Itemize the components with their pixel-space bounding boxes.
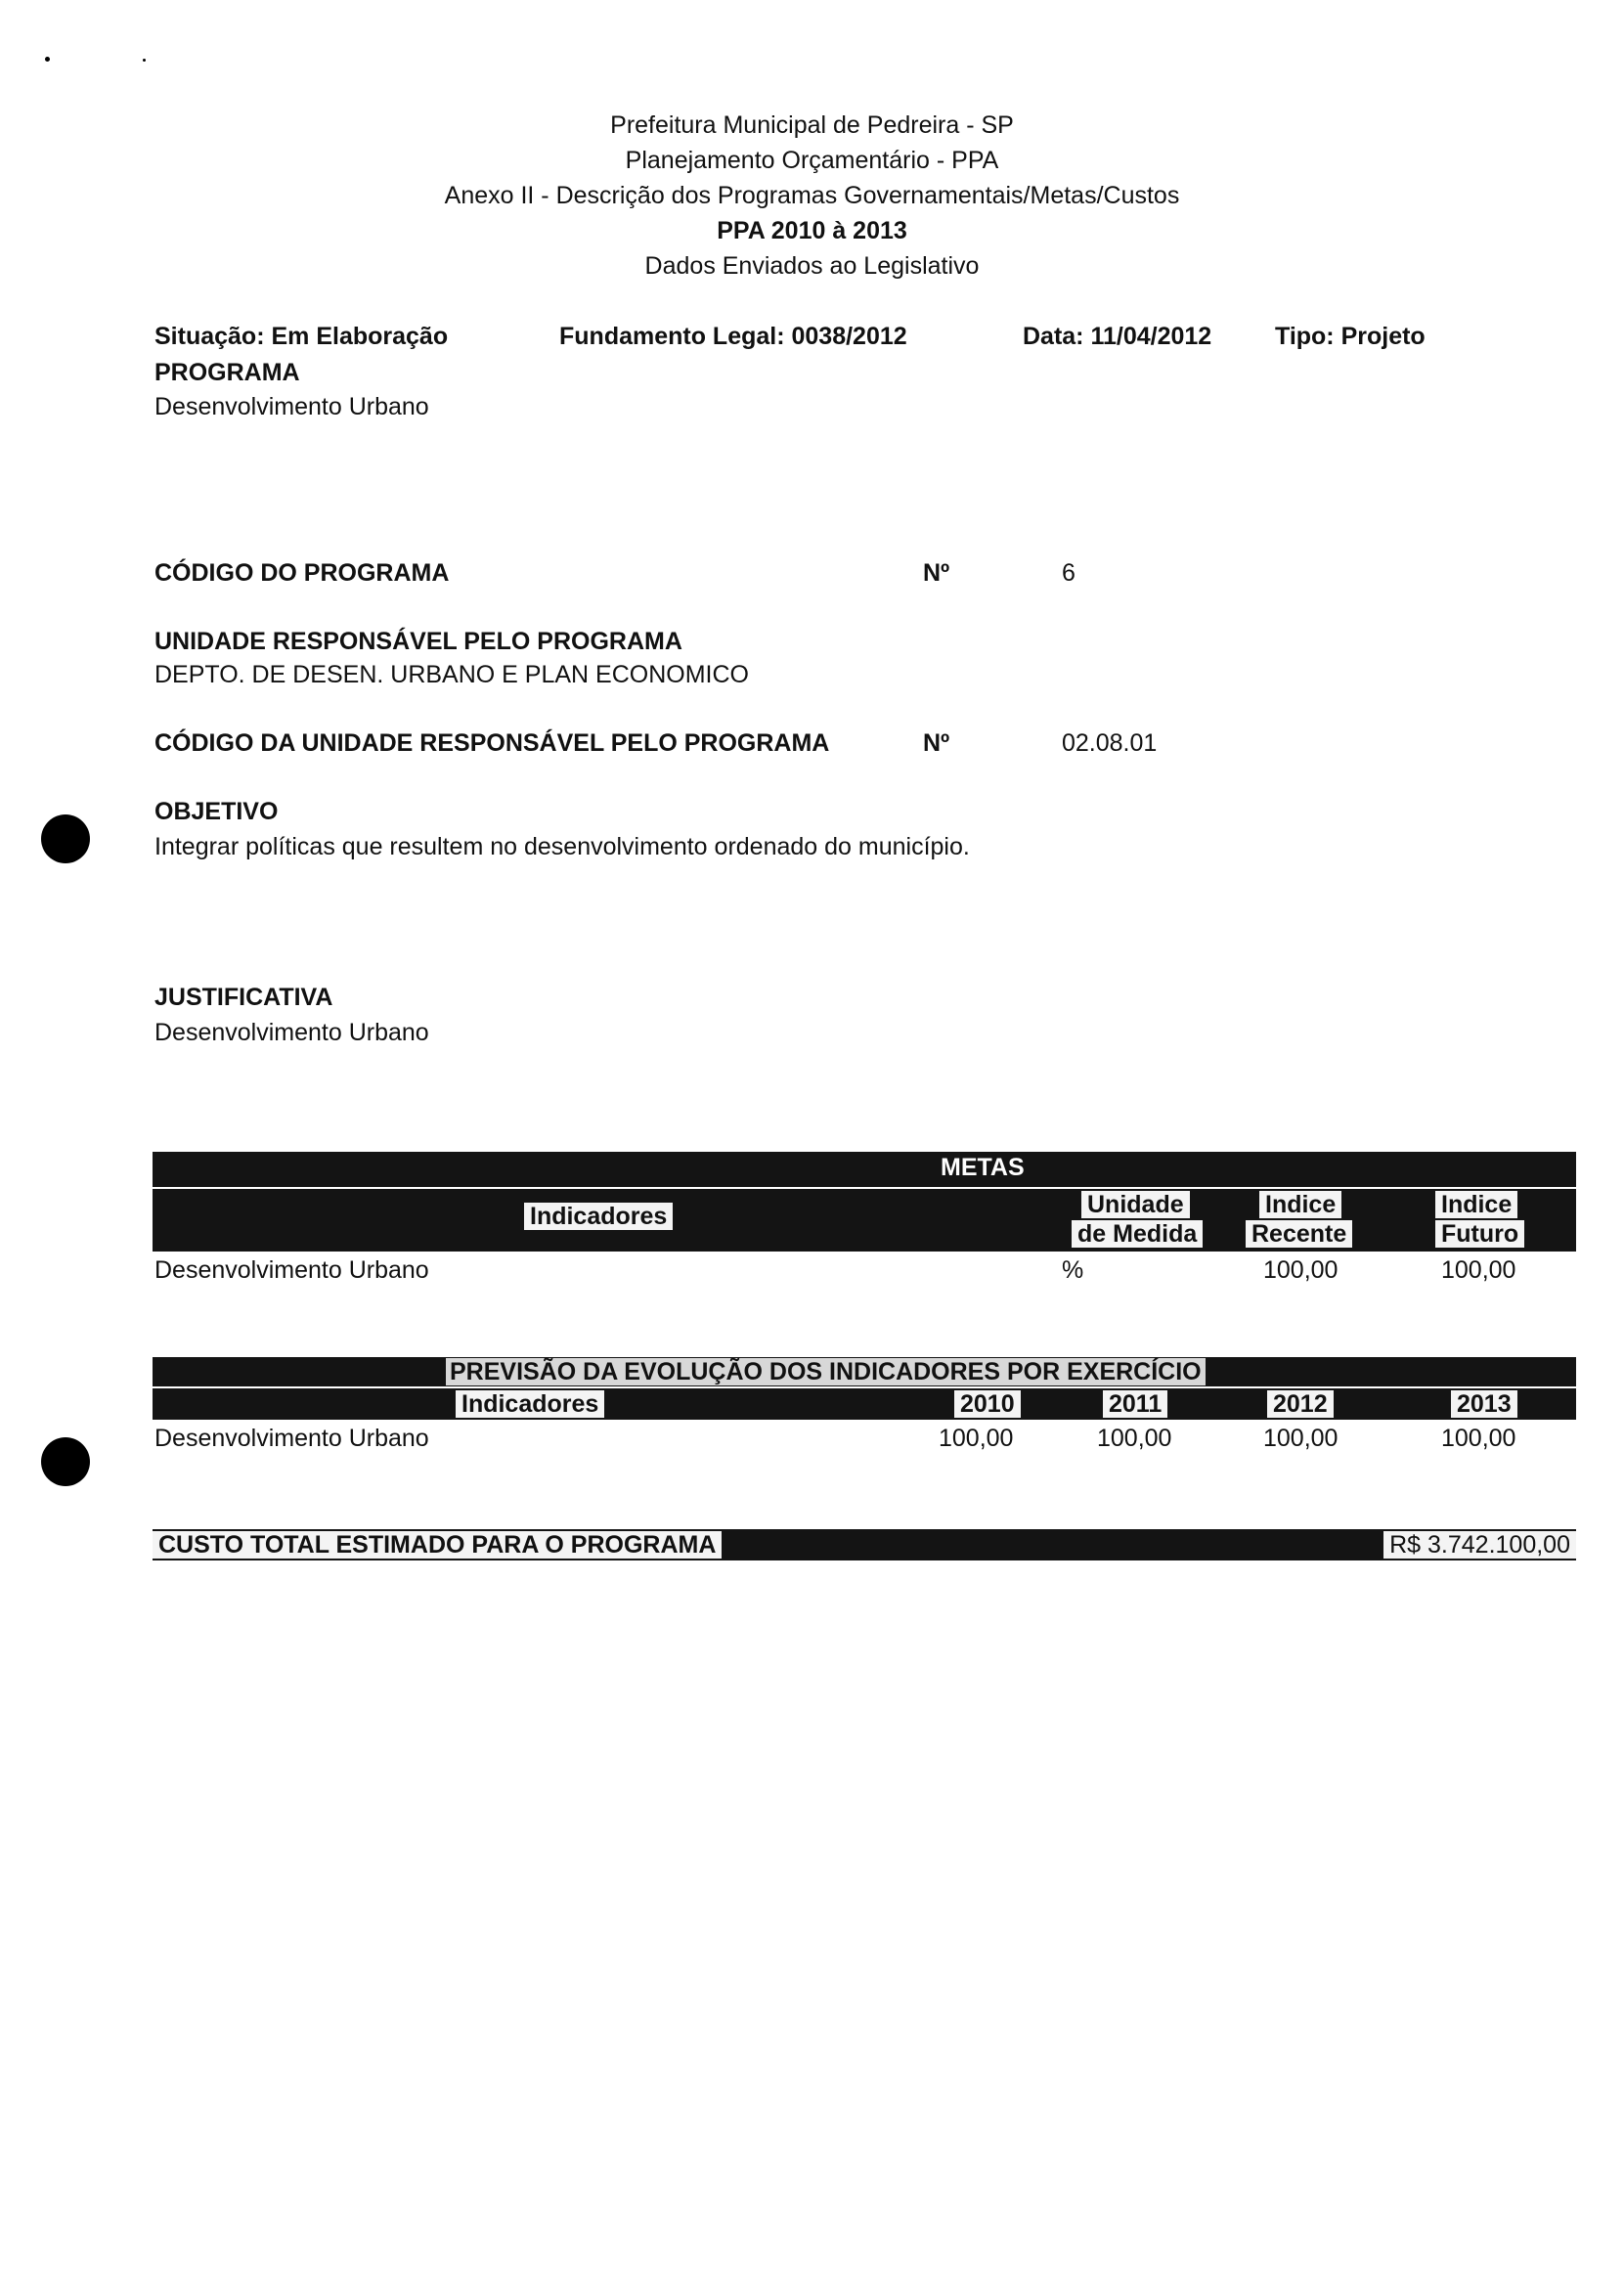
previsao-title-bar — [153, 1357, 1576, 1386]
previsao-row-indicador: Desenvolvimento Urbano — [154, 1425, 429, 1452]
metas-col-unidade-2: de Medida — [1072, 1220, 1203, 1248]
scan-speck — [143, 59, 146, 62]
previsao-header-bar — [153, 1388, 1576, 1420]
data: Data: 11/04/2012 — [1023, 323, 1212, 350]
previsao-row-2013: 100,00 — [1441, 1425, 1516, 1452]
codigo-programa-num-label: Nº — [923, 559, 950, 587]
fundamento-legal: Fundamento Legal: 0038/2012 — [559, 323, 907, 350]
metas-col-indicadores: Indicadores — [524, 1203, 673, 1230]
programa-value: Desenvolvimento Urbano — [154, 393, 429, 420]
previsao-row-2012: 100,00 — [1263, 1425, 1339, 1452]
codigo-unidade-label: CÓDIGO DA UNIDADE RESPONSÁVEL PELO PROGRAMA — [154, 729, 830, 757]
custo-total-value: R$ 3.742.100,00 — [1383, 1531, 1576, 1559]
programa-label: PROGRAMA — [154, 359, 300, 386]
previsao-col-2013: 2013 — [1451, 1390, 1517, 1418]
codigo-unidade-value: 02.08.01 — [1062, 729, 1158, 757]
header-ppa-period: PPA 2010 à 2013 — [717, 217, 907, 244]
custo-total-bar — [153, 1529, 1576, 1560]
header-status: Dados Enviados ao Legislativo — [644, 252, 980, 280]
tipo: Tipo: Projeto — [1275, 323, 1426, 350]
metas-col-recente-2: Recente — [1246, 1220, 1352, 1248]
unidade-value: DEPTO. DE DESEN. URBANO E PLAN ECONOMICO — [154, 661, 749, 688]
previsao-title: PREVISÃO DA EVOLUÇÃO DOS INDICADORES POR EXERCÍCIO — [446, 1358, 1206, 1385]
previsao-col-2011: 2011 — [1103, 1390, 1167, 1418]
metas-row-futuro: 100,00 — [1441, 1256, 1516, 1284]
header-planning: Planejamento Orçamentário - PPA — [625, 147, 999, 174]
codigo-programa-value: 6 — [1062, 559, 1075, 587]
previsao-col-2012: 2012 — [1267, 1390, 1334, 1418]
header-annex: Anexo II - Descrição dos Programas Governamentais/Metas/Custos — [444, 182, 1180, 209]
metas-row-recente: 100,00 — [1263, 1256, 1339, 1284]
metas-row-indicador: Desenvolvimento Urbano — [154, 1256, 429, 1284]
metas-row-unidade: % — [1062, 1256, 1084, 1284]
document-header — [0, 108, 1624, 284]
metas-col-futuro-1: Indice — [1435, 1191, 1517, 1218]
objetivo-label: OBJETIVO — [154, 798, 279, 825]
previsao-row-2010: 100,00 — [939, 1425, 1014, 1452]
header-municipality: Prefeitura Municipal de Pedreira - SP — [610, 111, 1014, 139]
metas-header-bar — [153, 1189, 1576, 1252]
custo-total-label: CUSTO TOTAL ESTIMADO PARA O PROGRAMA — [153, 1531, 722, 1559]
metas-col-futuro-2: Futuro — [1435, 1220, 1524, 1248]
metas-title-bar — [153, 1152, 1576, 1187]
metas-col-unidade-1: Unidade — [1081, 1191, 1190, 1218]
metas-col-recente-1: Indice — [1259, 1191, 1341, 1218]
unidade-label: UNIDADE RESPONSÁVEL PELO PROGRAMA — [154, 628, 682, 655]
previsao-col-2010: 2010 — [954, 1390, 1021, 1418]
previsao-col-indicadores: Indicadores — [456, 1390, 604, 1418]
punch-hole — [41, 1437, 90, 1486]
codigo-programa-label: CÓDIGO DO PROGRAMA — [154, 559, 450, 587]
punch-hole — [41, 814, 90, 863]
objetivo-value: Integrar políticas que resultem no desenvolvimento ordenado do município. — [154, 833, 970, 860]
scan-speck — [45, 57, 50, 62]
justificativa-label: JUSTIFICATIVA — [154, 984, 333, 1011]
codigo-unidade-num-label: Nº — [923, 729, 950, 757]
situacao: Situação: Em Elaboração — [154, 323, 449, 350]
justificativa-value: Desenvolvimento Urbano — [154, 1019, 429, 1046]
previsao-row-2011: 100,00 — [1097, 1425, 1172, 1452]
metas-title: METAS — [941, 1154, 1025, 1181]
